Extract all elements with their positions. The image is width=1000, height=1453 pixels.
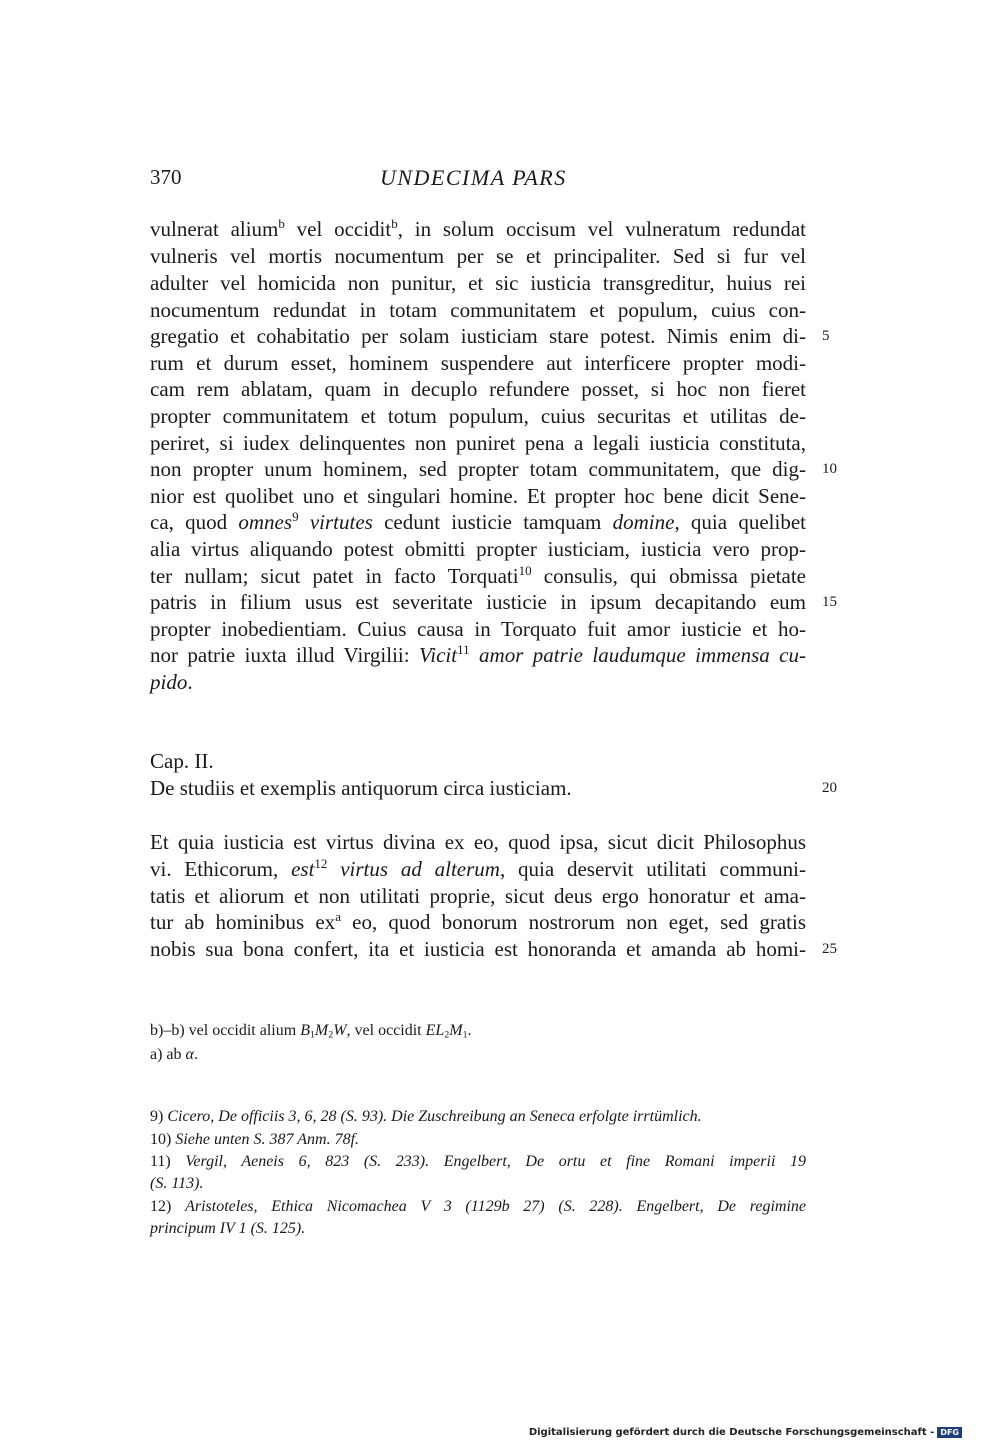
text-line: tur ab hominibus $ex^a$ eo, quod bonorum nostrorum non eget, sed gratis xyxy=(150,909,806,934)
text-line: nocumentum redundat in totam communitatem et populum, cuius con- xyxy=(150,298,806,322)
text-line: nobis sua bona confert, ita et iusticia est honoranda et amanda ab homi- xyxy=(150,937,806,961)
text-line: patris in filium usus est severitate iusticie in ipsum decapitando eum xyxy=(150,590,806,614)
digitization-credit xyxy=(529,1427,962,1438)
line-number: 5 xyxy=(822,328,830,344)
running-title: UNDECIMA PARS xyxy=(380,165,567,190)
line-number: 10 xyxy=(822,461,837,477)
text-line: pido. xyxy=(150,670,193,694)
text-line: non propter unum hominem, sed propter totam communitatem, que dig- xyxy=(150,457,806,481)
text-line: ter nullam; sicut patet in facto Torquati$^{10}$ consulis, qui obmissa pietate xyxy=(150,563,806,588)
text-line: tatis et aliorum et non utilitati proprie, sicut deus ergo honoratur et ama- xyxy=(150,884,806,908)
text-line: nor patrie iuxta illud Virgilii: Vicit$^{11}$ amor patrie laudumque immensa cu- xyxy=(150,642,806,667)
note-11-continued: (S. 113). xyxy=(150,1175,204,1192)
page-number: 370 xyxy=(150,165,182,189)
chapter-number: Cap. II. xyxy=(150,749,214,773)
note-11: 11) Vergil, Aeneis 6, 823 (S. 233). Engelbert, De ortu et fine Romani imperii 19 xyxy=(150,1153,807,1170)
note-12-continued: principum IV 1 (S. 125). xyxy=(150,1220,306,1237)
text-line: propter inobedientiam. Cuius causa in Torquato fuit amor iusticie et ho- xyxy=(150,617,806,641)
line-number: 15 xyxy=(822,594,837,610)
note-9: 9) Cicero, De officiis 3, 6, 28 (S. 93). Die Zuschreibung an Seneca erfolgte irrtümlich. xyxy=(150,1108,702,1125)
line-number: 20 xyxy=(822,780,837,796)
text-line: propter communitatem et totum populum, cuius securitas et utilitas de- xyxy=(150,404,806,428)
credit-text: Digitalisierung gefördert durch die Deutsche Forschungsgemeinschaft - xyxy=(528,1427,935,1438)
text-line: periret, si iudex delinquentes non puniret pena a legali iusticia constituta, xyxy=(150,431,806,455)
note-12: 12) Aristoteles, Ethica Nicomachea V 3 (1129b 27) (S. 228). Engelbert, De regimine xyxy=(150,1198,807,1215)
note-10: 10) Siehe unten S. 387 Anm. 78f. xyxy=(150,1131,360,1148)
apparatus-entry: a) ab α. xyxy=(150,1046,198,1063)
text-line: alia virtus aliquando potest obmitti propter iusticiam, iusticia vero prop- xyxy=(150,537,806,561)
text-line: cam rem ablatam, quam in decuplo refundere posset, si hoc non fieret xyxy=(150,377,806,401)
apparatus-entry: b)–b) vel occidit alium $B_1M_2W$, vel occidit $EL_2M_1$. xyxy=(150,1022,472,1041)
text-line: gregatio et cohabitatio per solam iusticiam stare potest. Nimis enim di- xyxy=(150,324,806,348)
text-line: vi. Ethicorum, est$^{12}$ virtus ad alterum, quia deservit utilitati communi- xyxy=(150,856,806,881)
text-line: Et quia iusticia est virtus divina ex eo, quod ipsa, sicut dicit Philosophus xyxy=(150,830,806,854)
text-line: adulter vel homicida non punitur, et sic iusticia transgreditur, huius rei xyxy=(150,271,806,295)
text-line: vulneris vel mortis nocumentum per se et principaliter. Sed si fur vel xyxy=(150,244,806,268)
chapter-title: De studiis et exemplis antiquorum circa iusticiam. xyxy=(150,776,572,800)
text-line: nior est quolibet uno et singulari homine. Et propter hoc bene dicit Sene- xyxy=(150,484,806,508)
line-number: 25 xyxy=(822,941,837,957)
dfg-logo: DFG xyxy=(937,1427,962,1438)
text-line: vulnerat alium$^b$ vel occidit$^b$, in solum occisum vel vulneratum redundat xyxy=(150,216,806,241)
text-line: rum et durum esset, hominem suspendere aut interficere propter modi- xyxy=(150,351,806,375)
text-line: ca, quod omnes$^9$ virtutes cedunt iusticie tamquam domine, quia quelibet xyxy=(150,509,806,534)
